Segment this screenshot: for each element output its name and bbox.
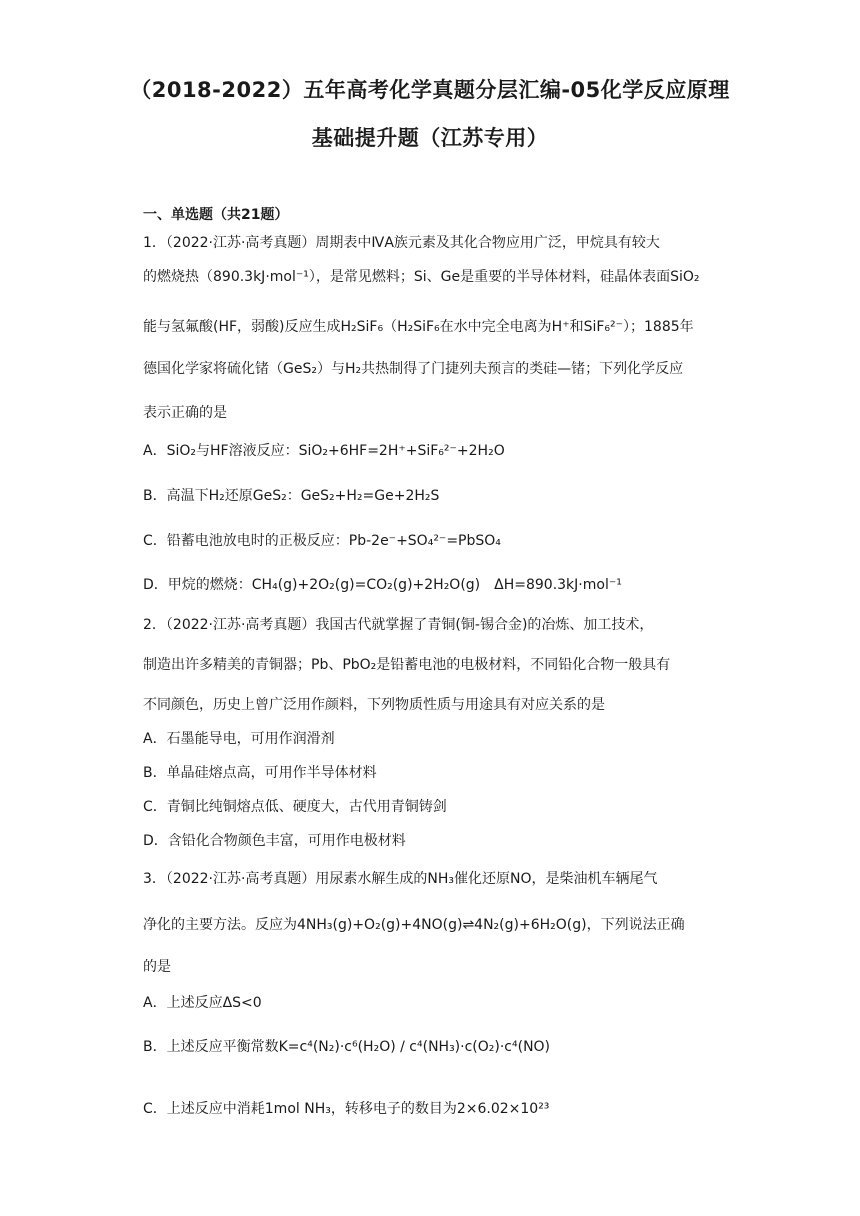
q2-stem-line-1: 2．（2022·江苏·高考真题）我国古代就掌握了青铜(铜-锡合金)的冶炼、加工技术， — [143, 617, 654, 633]
q1-option-b: B．高温下H₂还原GeS₂：GeS₂+H₂=Ge+2H₂S — [143, 488, 440, 504]
q3-option-b: B．上述反应平衡常数K=c⁴(N₂)·c⁶(H₂O) / c⁴(NH₃)·c(O₂)·c⁴(NO) — [143, 1039, 551, 1055]
q2-stem-line-3: 不同颜色，历史上曾广泛用作颜料，下列物质性质与用途具有对应关系的是 — [143, 697, 605, 713]
q3-stem-line-1: 3．（2022·江苏·高考真题）用尿素水解生成的NH₃催化还原NO，是柴油机车辆尾气 — [143, 871, 658, 887]
q3-option-a: A．上述反应ΔS<0 — [143, 995, 262, 1011]
q1-option-d: D．甲烷的燃烧：CH₄(g)+2O₂(g)=CO₂(g)+2H₂O(g) ΔH=890.3kJ·mol⁻¹ — [143, 577, 622, 593]
q2-option-a: A．石墨能导电，可用作润滑剂 — [143, 731, 335, 747]
document-title-line-2: 基础提升题（江苏专用） — [311, 126, 549, 150]
q3-stem-line-2: 净化的主要方法。反应为4NH₃(g)+O₂(g)+4NO(g)⇌4N₂(g)+6H₂O(g)，下列说法正确 — [143, 917, 685, 933]
q1-stem-line-3: 能与氢氟酸(HF，弱酸)反应生成H₂SiF₆（H₂SiF₆在水中完全电离为H⁺和SiF₆²⁻）；1885年 — [143, 319, 694, 335]
q1-stem-line-4: 德国化学家将硫化锗（GeS₂）与H₂共热制得了门捷列夫预言的类硅—锗；下列化学反应 — [143, 361, 684, 377]
document-title-line-1: （2018-2022）五年高考化学真题分层汇编-05化学反应原理 — [130, 78, 730, 102]
q1-stem-line-5: 表示正确的是 — [143, 405, 227, 421]
q2-option-c: C．青铜比纯铜熔点低、硬度大，古代用青铜铸剑 — [143, 799, 447, 815]
q3-stem-line-3: 的是 — [143, 959, 171, 975]
q3-option-c: C．上述反应中消耗1mol NH₃，转移电子的数目为2×6.02×10²³ — [143, 1101, 550, 1117]
q1-option-c: C．铅蓄电池放电时的正极反应：Pb-2e⁻+SO₄²⁻=PbSO₄ — [143, 533, 501, 549]
q2-stem-line-2: 制造出许多精美的青铜器；Pb、PbO₂是铅蓄电池的电极材料，不同铅化合物一般具有 — [143, 657, 671, 673]
q1-option-a: A．SiO₂与HF溶液反应：SiO₂+6HF=2H⁺+SiF₆²⁻+2H₂O — [143, 443, 505, 459]
q1-stem-line-2: 的燃烧热（890.3kJ·mol⁻¹），是常见燃料；Si、Ge是重要的半导体材料，硅晶体表面SiO₂ — [143, 269, 700, 285]
q2-option-b: B．单晶硅熔点高，可用作半导体材料 — [143, 765, 377, 781]
q2-option-d: D．含铅化合物颜色丰富，可用作电极材料 — [143, 833, 406, 849]
q1-stem-line-1: 1．（2022·江苏·高考真题）周期表中ⅣA族元素及其化合物应用广泛，甲烷具有较大 — [143, 235, 660, 251]
section-heading: 一、单选题（共21题） — [143, 207, 289, 223]
